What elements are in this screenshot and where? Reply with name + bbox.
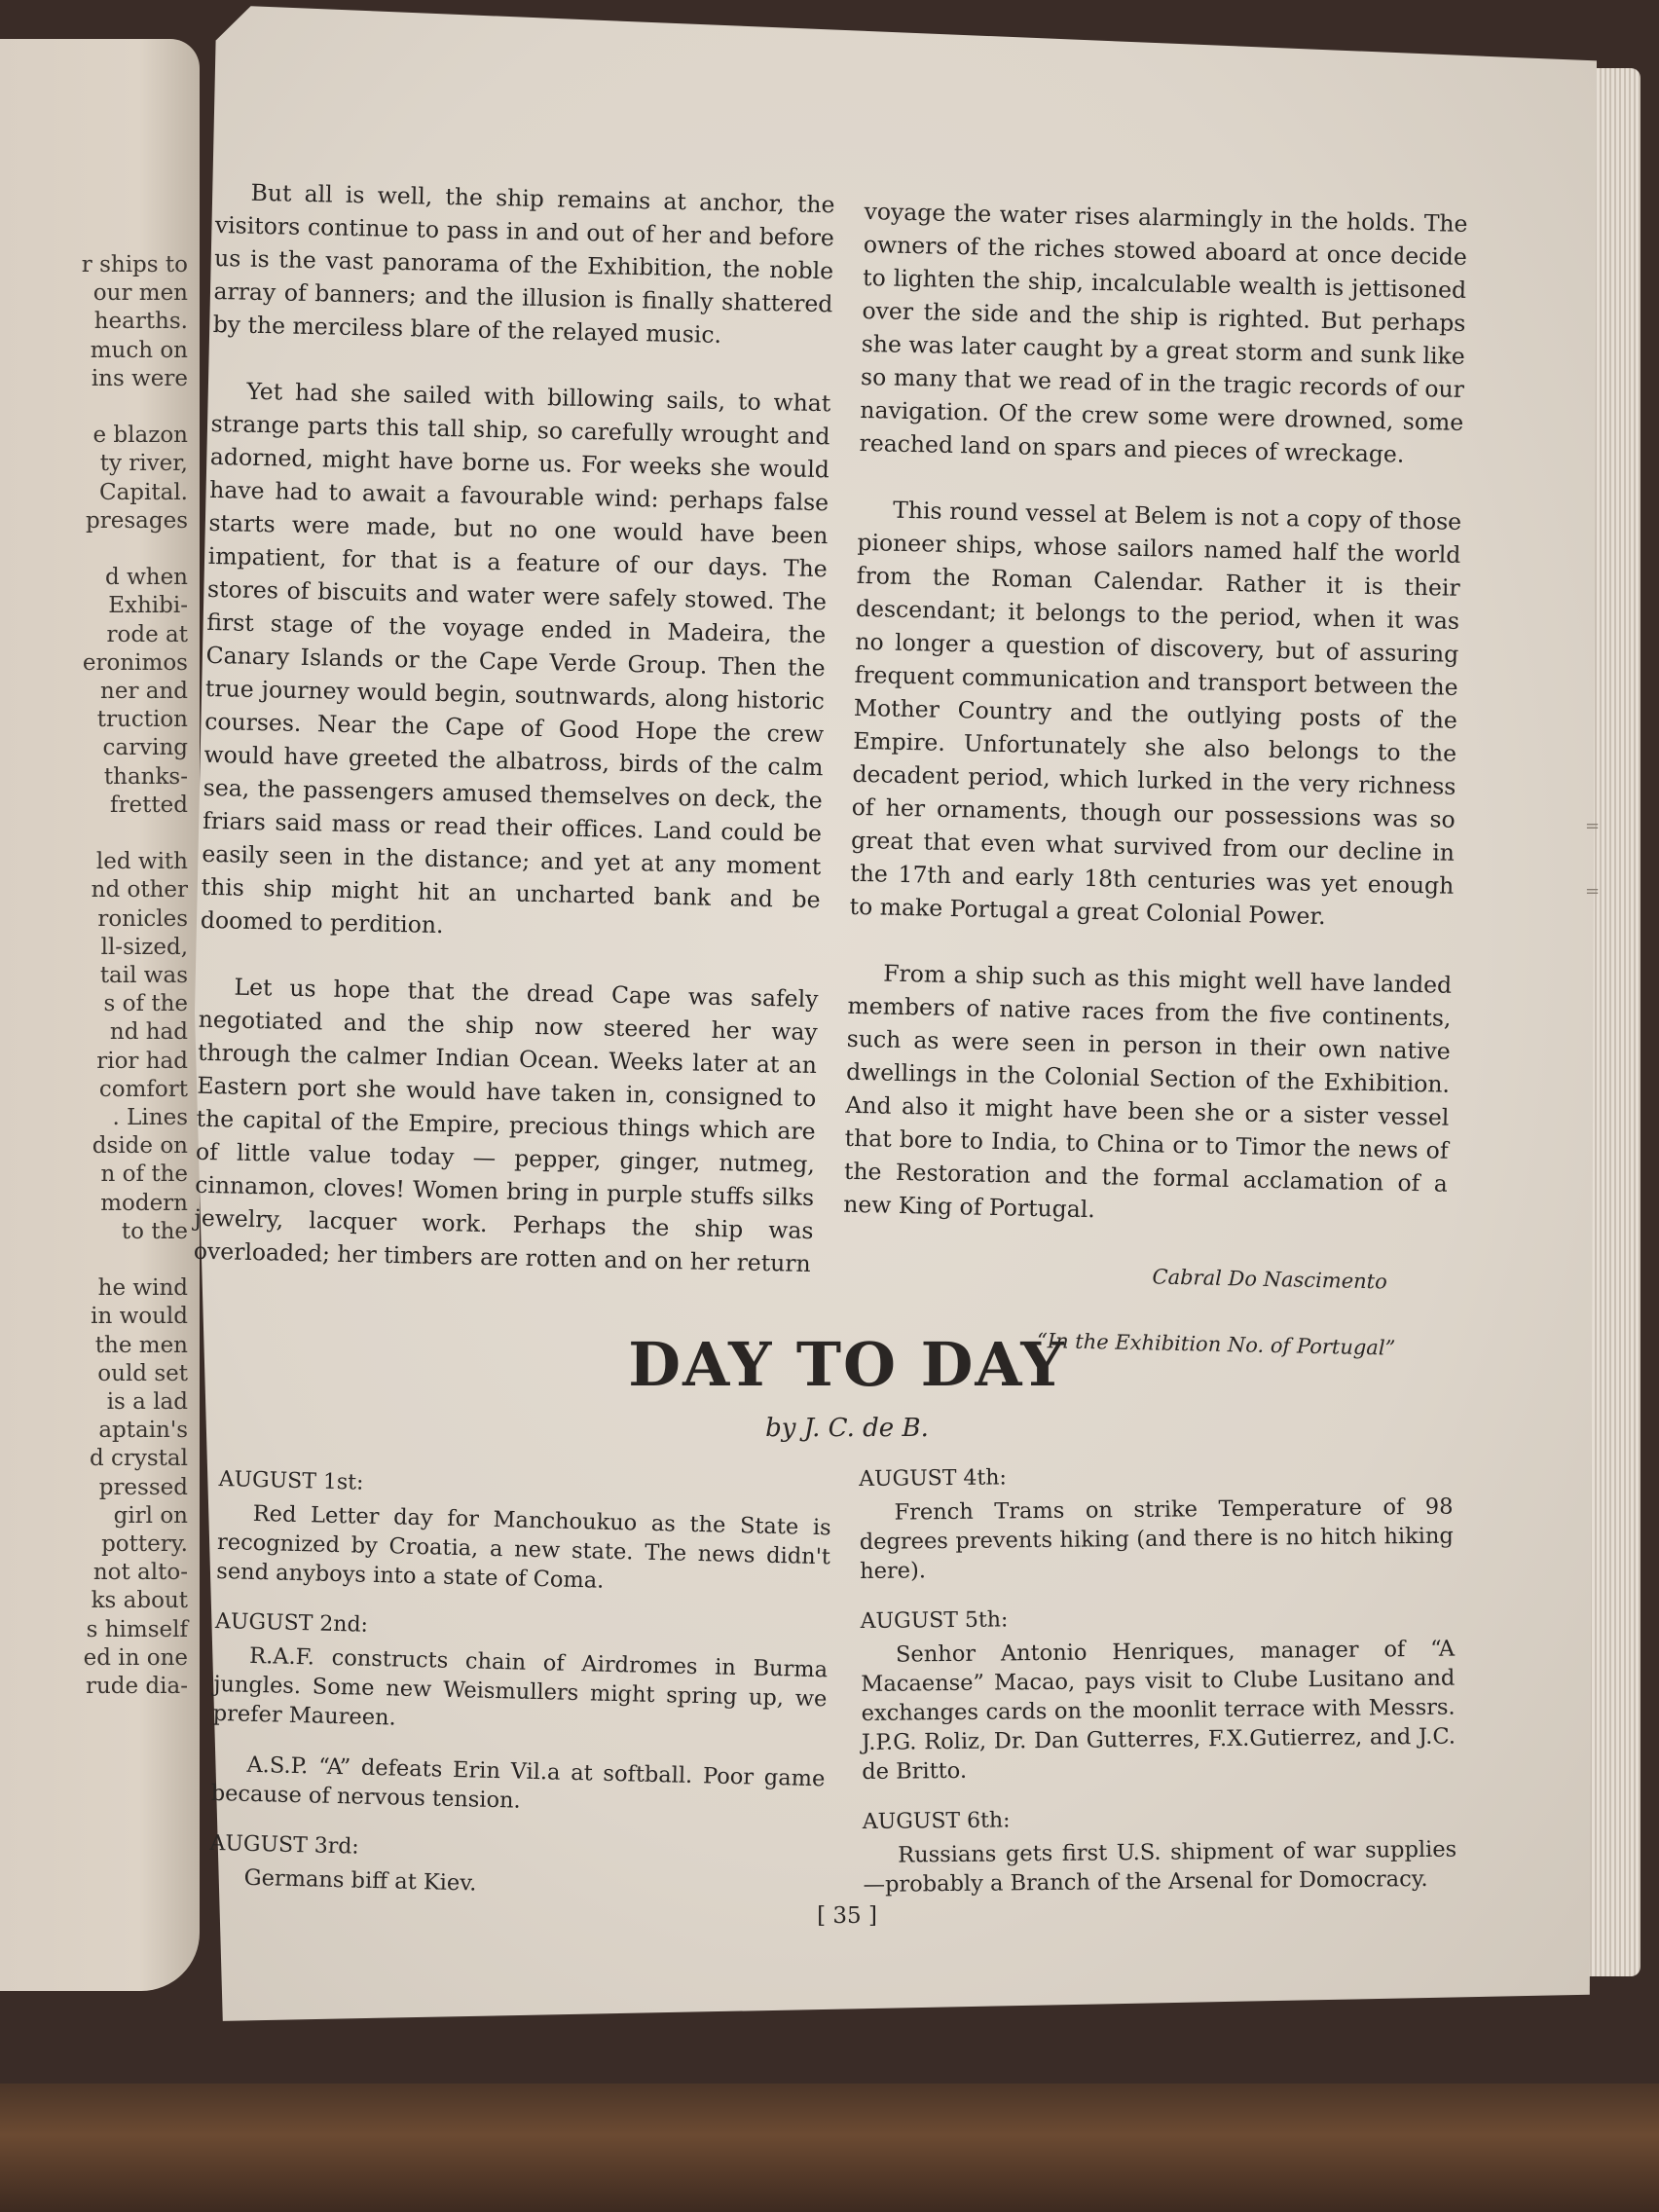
left-page-text-fragment: ronicles [97, 905, 188, 932]
diary-entry [861, 1602, 1456, 1787]
left-page-text-fragment: rode at [106, 621, 188, 647]
left-page-text-fragment: ner and [100, 679, 188, 704]
entry-text: Germans biff at Kiev. [243, 1864, 477, 1897]
left-page-text-fragment: . Lines [112, 1105, 188, 1130]
left-page-text-fragment: to the [121, 1218, 188, 1244]
margin-mark: = [1585, 816, 1601, 836]
left-page-text-fragment: nd other [91, 877, 188, 903]
left-page-text-fragment: eronimos [82, 649, 188, 676]
left-page-text-fragment: modern [100, 1190, 188, 1216]
margin-mark: = [1585, 881, 1601, 902]
left-page-text-fragment: thanks- [103, 763, 188, 790]
left-page-text-fragment: s of the [103, 991, 188, 1017]
left-page-text-fragment: carving [102, 735, 188, 761]
left-page-text-fragment: the men [94, 1332, 188, 1358]
entry-text: R.A.F. constructs chain of Airdromes in Burma jungles. Some new Weismullers might spring up, we prefer Maureen. [212, 1642, 829, 1731]
entry-text: French Trams on strike Temperature of 98 degrees prevents hiking (and there is no hitch hiking here). [859, 1493, 1454, 1584]
left-page-text-fragment: d when [105, 565, 188, 591]
left-page-text-fragment: ty river, [99, 451, 188, 477]
left-page-text-fragment: Exhibi- [108, 593, 188, 619]
entry-text: Red Letter day for Manchoukuo as the State is recognized by Croatia, a new state. The news didn't send anyboys into a state of Coma. [216, 1500, 831, 1594]
left-page-text-fragment: ll-sized, [100, 934, 188, 960]
left-page-text-fragment: e blazon [92, 423, 188, 449]
left-page-text-fragment: nd had [109, 1019, 188, 1046]
left-page-text-fragment: girl on [113, 1502, 188, 1529]
left-page-text-fragment: comfort [98, 1076, 188, 1102]
left-page-text-fragment: our men [92, 280, 188, 307]
article-author: Cabral Do Nascimento [1152, 1265, 1387, 1294]
diary-entry [208, 1829, 823, 1906]
diary-entry [210, 1750, 825, 1823]
table-surface [0, 2083, 1659, 2212]
diary-entry [863, 1802, 1457, 1899]
entry-date: AUGUST 6th: [862, 1808, 1011, 1834]
article-paragraph: This round vessel at Belem is not a copy of those pioneer ships, whose sailors named half the world from the Roman Calendar. Rather it is their descendant; it belongs to the period, when it was no longer a question of discovery, but of assuring frequent communication and transport between the Mother Country and the outlying posts of the Empire. Unfortunately she also belongs to the decadent period, which lurked in the very richness of her ornaments, though our possessions was so great that even what survived from our decline in the 17th and early 18th centuries was yet enough to make Portugal a great Colonial Power. [849, 496, 1462, 931]
left-page-text-fragment: pottery. [101, 1531, 188, 1557]
article-paragraph: But all is well, the ship remains at anchor, the visitors continue to pass in and out of her and before us is the vast panorama of the Exhibition, the noble array of banners; and the illusion is finally shattered by the merciless blare of the relayed music. [212, 178, 835, 349]
diary-entry [212, 1607, 829, 1743]
left-page-text-fragment: ks about [91, 1588, 188, 1614]
left-page-text-fragment: Capital. [98, 479, 188, 505]
diary-entry [216, 1465, 832, 1601]
entry-date: AUGUST 3rd: [209, 1830, 360, 1860]
left-page-text-fragment: dside on [92, 1133, 188, 1160]
page-number: [ 35 ] [817, 1903, 877, 1929]
section-title: DAY TO DAY [628, 1329, 1066, 1400]
article-paragraph: voyage the water rises alarmingly in the holds. The owners of the riches stowed aboard at once decide to lighten the ship, incalculable wealth is jettisoned over the side and the ship is righted. But perhaps she was later caught by a great storm and sunk like so many that we read of in the tragic records of our navigation. Of the crew some were drowned, some reached land on spars and pieces of wreckage. [859, 197, 1468, 468]
left-page-text-fragment: ed in one [83, 1644, 188, 1671]
entry-text: Russians gets first U.S. shipment of war supplies —probably a Branch of the Arsenal for Domocracy. [863, 1836, 1457, 1898]
left-page-text-fragment: much on [90, 337, 188, 363]
section-byline: by J. C. de B. [765, 1414, 929, 1443]
entry-text: A.S.P. “A” defeats Erin Vil.a at softball. Poor game because of nervous tension. [210, 1751, 826, 1814]
left-page-text-fragment: ould set [97, 1360, 188, 1386]
left-page-text-fragment: r ships to [81, 252, 188, 277]
article-source: “In the Exhibition No. of Portugal” [1036, 1328, 1396, 1360]
left-page-text-fragment: hearths. [93, 309, 188, 335]
left-page-text-fragment: tail was [99, 963, 188, 988]
left-page-text-fragment: pressed [98, 1474, 188, 1500]
left-page-text-fragment: d crystal [89, 1446, 188, 1472]
left-page [0, 39, 200, 1991]
entry-date: AUGUST 2nd: [214, 1608, 369, 1638]
left-page-text-fragment: truction [96, 707, 188, 733]
left-page-text-fragment: presages [86, 507, 188, 534]
left-page-text-fragment: s himself [86, 1616, 188, 1642]
left-page-text-fragment: aptain's [98, 1418, 188, 1444]
diary-left-column [208, 1465, 832, 1928]
article-paragraph: Let us hope that the dread Cape was safely negotiated and the ship now steered her way through the calmer Indian Ocean. Weeks later at an Eastern port she would have taken in, consigned to the capital of the Empire, precious things which are of little value today — pepper, ginger, nutmeg, cinnamon, cloves! Women bring in purple stuffs silks jewelry, lacquer work. Perhaps the ship was overloaded; her timbers are rotten and on her return [193, 973, 819, 1278]
left-page-text-fragment: led with [95, 849, 188, 875]
diary-right-column [859, 1459, 1457, 1921]
article-paragraph: From a ship such as this might well have landed members of native races from the five continents, such as were seen in person in their own native dwellings in the Colonial Section of the Exhibition. And also it might have been she or a sister vessel that bore to India, to China or to Timor the news of the Restoration and the formal acclamation of a new King of Portugal. [842, 959, 1453, 1224]
entry-date: AUGUST 1st: [218, 1466, 364, 1495]
left-page-text-fragment: ins were [91, 365, 188, 391]
left-page-text-fragment: n of the [100, 1161, 188, 1188]
entry-text: Senhor Antonio Henriques, manager of “A Macaense” Macao, pays visit to Clube Lusitano and exchanges cards on the moonlit terrace with Messrs. J.P.G. Roliz, Dr. Dan Gutterres, F.X.Gutierrez, and J.C. de Britto. [861, 1636, 1456, 1785]
left-page-text-fragment: not alto- [92, 1560, 188, 1586]
left-page-text-fragment: rior had [96, 1048, 188, 1074]
left-page-text-fragment: in would [91, 1304, 188, 1330]
left-page-text-fragment: fretted [110, 792, 188, 818]
left-page-text-fragment: he wind [97, 1275, 188, 1302]
article-right-column [839, 195, 1467, 1399]
entry-date: AUGUST 4th: [859, 1465, 1007, 1492]
left-page-text-fragment: is a lad [106, 1389, 188, 1415]
left-page-text-fragment: rude dia- [85, 1674, 188, 1699]
article-paragraph: Yet had she sailed with billowing sails, to what strange parts this tall ship, so carefully wrought and adorned, might have borne us. For weeks she would have had to await a favourable wind: perhaps false starts were made, but no one would have been impatient, for that is a feature of our days. The stores of biscuits and water were safely stowed. The first stage of the voyage ended in Madeira, the Canary Islands or the Cape Verde Group. Then the true journey would begin, soutnwards, along historic courses. Near the Cape of Good Hope the crew would have greeted the albatross, birds of the calm sea, the passengers amused themselves on deck, the friars said mass or read their offices. Land could be easily seen in the distance; and yet at any moment this ship might hit an uncharted bank and be doomed to perdition. [200, 377, 831, 940]
article-left-column [193, 175, 835, 1313]
diary-entry [859, 1459, 1454, 1586]
entry-date: AUGUST 5th: [860, 1607, 1009, 1634]
